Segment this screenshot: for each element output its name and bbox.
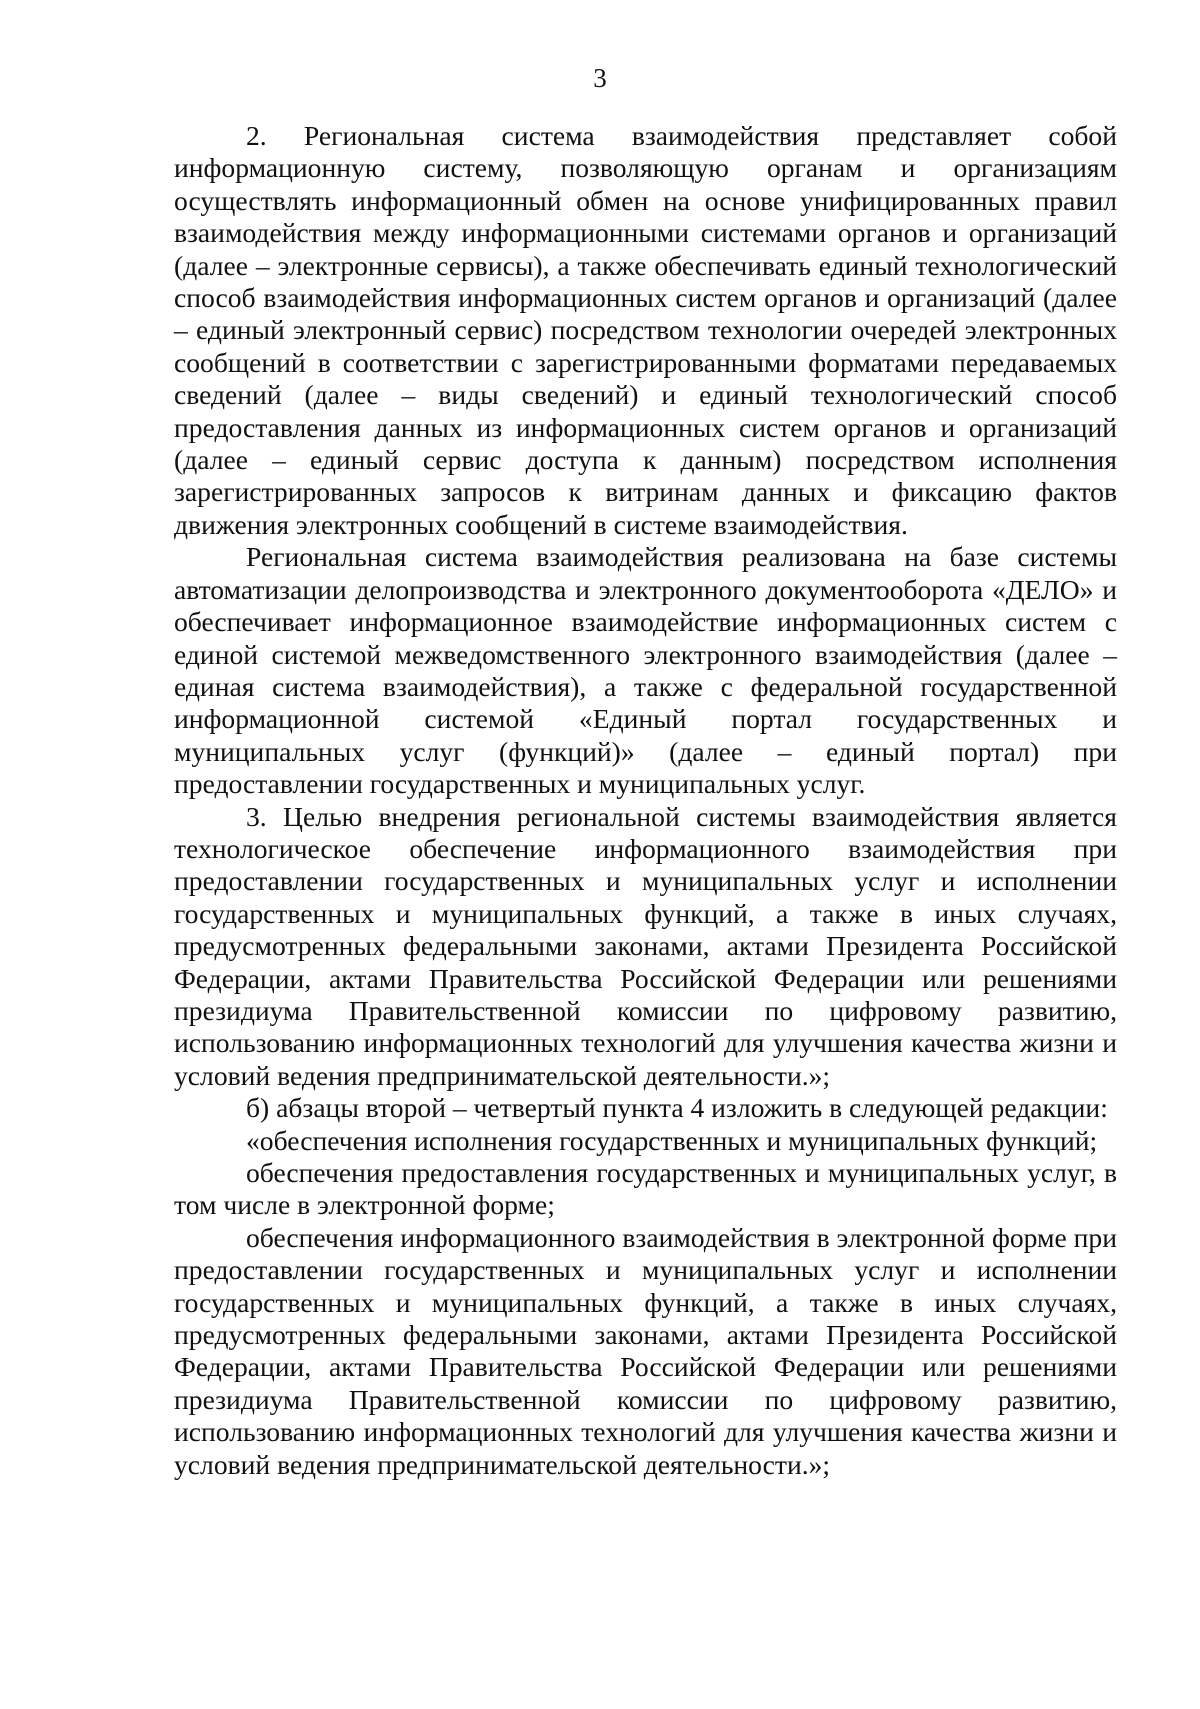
document-body [174, 120, 1117, 1481]
paragraph-interaction: обеспечения информационного взаимодействия в электронной форме при предоставлении государственных и муниципальных услуг и исполнении государственных и муниципальных функций, а также в иных случаях, предусмотренных федеральными законами, актами Президента Российской Федерации, актами Правительства Российской Федерации или решениями президиума Правительственной комиссии по цифровому развитию, использованию информационных технологий для улучшения качества жизни и условий ведения предпринимательской деятельности.»; [174, 1221, 1117, 1480]
paragraph-amendment-b: б) абзацы второй – четвертый пункта 4 изложить в следующей редакции: [246, 1092, 1108, 1124]
paragraph-services: обеспечения предоставления государственных и муниципальных услуг, в том числе в электронной форме; [174, 1157, 1117, 1221]
paragraph-clause-3: 3. Целью внедрения региональной системы взаимодействия является технологическое обеспечение информационного взаимодействия при предоставлении государственных и муниципальных услуг и исполнении государственных и муниципальных функций, а также в иных случаях, предусмотренных федеральными законами, актами Президента Российской Федерации, актами Правительства Российской Федерации или решениями президиума Правительственной комиссии по цифровому развитию, использованию информационных технологий для улучшения качества жизни и условий ведения предпринимательской деятельности.»; [174, 800, 1117, 1091]
paragraph-functions: «обеспечения исполнения государственных и муниципальных функций; [246, 1124, 1098, 1156]
paragraph-clause-2: 2. Региональная система взаимодействия представляет собой информационную систему, позволяющую органам и организациям осуществлять информационный обмен на основе унифицированных правил взаимодействия между информационными системами органов и организаций (далее – электронные сервисы), а также обеспечивать единый технологический способ взаимодействия информационных систем органов и организаций (далее – единый электронный сервис) посредством технологии очередей электронных сообщений в соответствии с зарегистрированными форматами передаваемых сведений (далее – виды сведений) и единый технологический способ предоставления данных из информационных систем органов и организаций (далее – единый сервис доступа к данным) посредством исполнения зарегистрированных запросов к витринам данных и фиксацию фактов движения электронных сообщений в системе взаимодействия. [174, 120, 1117, 540]
paragraph-delo-basis: Региональная система взаимодействия реализована на базе системы автоматизации делопроизводства и электронного документооборота «ДЕЛО» и обеспечивает информационное взаимодействие информационных систем с единой системой межведомственного электронного взаимодействия (далее – единая система взаимодействия), а также с федеральной государственной информационной системой «Единый портал государственных и муниципальных услуг (функций)» (далее – единый портал) при предоставлении государственных и муниципальных услуг. [174, 541, 1117, 800]
page-number: 3 [593, 63, 607, 93]
